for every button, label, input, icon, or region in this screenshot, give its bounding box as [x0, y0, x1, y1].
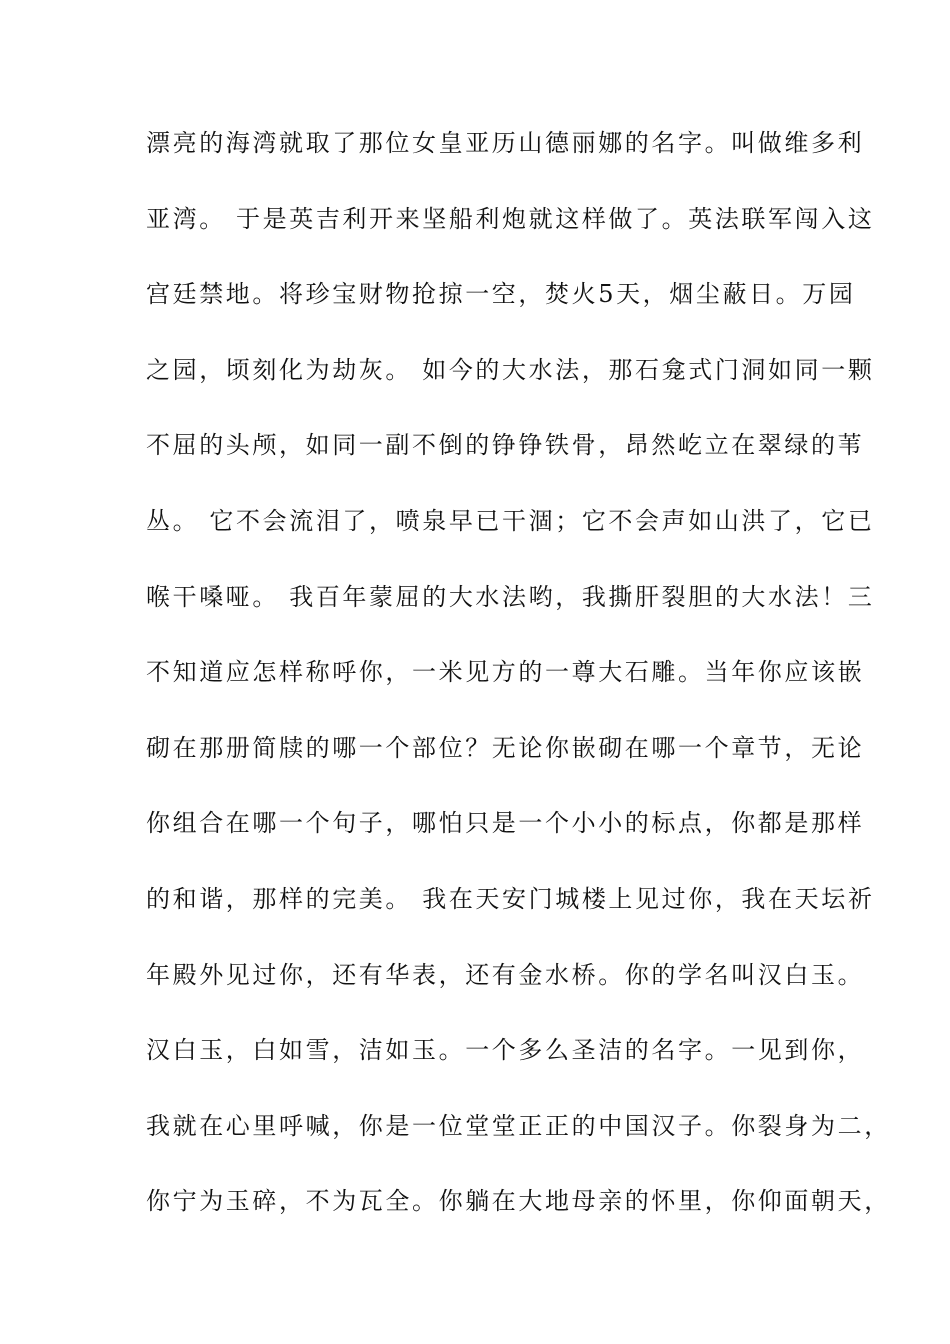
text-line: 喉干嗓哑。 我百年蒙屈的大水法哟，我撕肝裂胆的大水法！三	[146, 582, 875, 611]
text-line: 亚湾。 于是英吉利开来坚船利炮就这样做了。英法联军闯入这	[146, 204, 875, 233]
text-line: 砌在那册简牍的哪一个部位？无论你嵌砌在哪一个章节，无论	[146, 733, 865, 762]
text-line: 不知道应怎样称呼你，一米见方的一尊大石雕。当年你应该嵌	[146, 658, 865, 687]
text-line: 之园，顷刻化为劫灰。 如今的大水法，那石龛式门洞如同一颗	[146, 355, 875, 384]
text-line: 不屈的头颅，如同一副不倒的铮铮铁骨，昂然屹立在翠绿的苇	[146, 431, 865, 460]
text-line: 汉白玉，白如雪，洁如玉。一个多么圣洁的名字。一见到你，	[146, 1036, 865, 1065]
text-line: 你宁为玉碎，不为瓦全。你躺在大地母亲的怀里，你仰面朝天，	[146, 1187, 891, 1216]
text-line: 我就在心里呼喊，你是一位堂堂正正的中国汉子。你裂身为二，	[146, 1111, 891, 1140]
text-line: 的和谐，那样的完美。 我在天安门城楼上见过你，我在天坛祈	[146, 884, 875, 913]
text-line: 你组合在哪一个句子，哪怕只是一个小小的标点，你都是那样	[146, 809, 865, 838]
text-line: 宫廷禁地。将珍宝财物抢掠一空，焚火5天，烟尘蔽日。万园	[146, 280, 856, 309]
text-line: 漂亮的海湾就取了那位女皇亚历山德丽娜的名字。叫做维多利	[146, 129, 865, 157]
text-line: 丛。 它不会流泪了，喷泉早已干涸；它不会声如山洪了，它已	[146, 506, 875, 535]
body-text	[146, 129, 891, 1265]
text-line: 年殿外见过你，还有华表，还有金水桥。你的学名叫汉白玉。	[146, 960, 865, 989]
